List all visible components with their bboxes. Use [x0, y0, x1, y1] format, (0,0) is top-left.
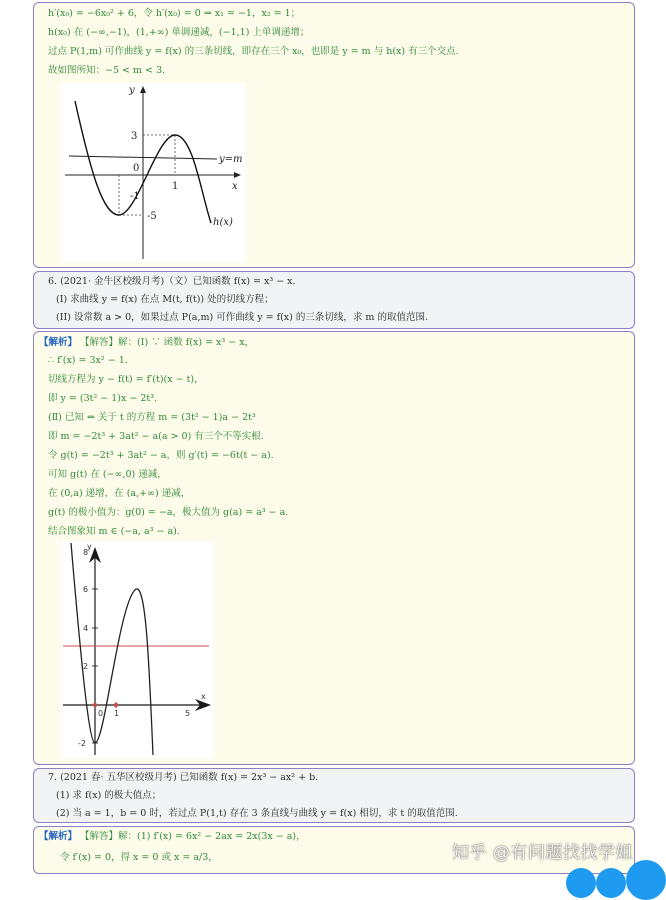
solution-first-line	[39, 830, 306, 843]
x-tick-0: 0	[98, 709, 104, 718]
solution-line: 切线方程为 y − f(t) = f′(t)(x − t)，	[48, 374, 204, 385]
solution-line: (Ⅱ) 已知 ⇔ 关于 t 的方程 m = (3t² − 1)a − 2t³	[48, 412, 256, 423]
origin-label: 0	[133, 163, 140, 174]
tick-label-3: 3	[131, 131, 138, 142]
y-tick-8: 8	[83, 548, 89, 557]
analysis-tag: 【解析】	[39, 831, 78, 842]
y-tick-6: 6	[83, 585, 89, 594]
tick-label-neg5: -5	[147, 211, 157, 222]
problem-line: (2) 当 a = 1，b = 0 时，若过点 P(1,t) 存在 3 条直线与曲线 y = f(x) 相切，求 t 的取值范围.	[56, 808, 458, 819]
solution-line: g(t) 的极小值为：g(0) = −a，极大值为 g(a) = a³ − a.	[48, 507, 289, 518]
answer-intro: 【解答】解：(Ⅰ) ∵ 函数 f(x) = x³ − x，	[80, 337, 255, 348]
function-graph-h	[61, 83, 245, 263]
solution-line: 即 y = (3t² − 1)x − 2t³.	[48, 393, 158, 404]
function-graph-g	[61, 541, 213, 759]
solution-line: ∴ f′(x) = 3x² − 1.	[48, 355, 128, 366]
solution-first-line	[39, 336, 254, 349]
analysis-tag: 【解析】	[39, 337, 78, 348]
problem-line: (II) 设常数 a > 0，如果过点 P(a,m) 可作曲线 y = f(x) 的三条切线，求 m 的取值范围.	[56, 312, 428, 323]
solution-line: 即 m = −2t³ + 3at² − a(a > 0) 有三个不等实根.	[48, 431, 264, 442]
line-label-y-eq-m: y=m	[219, 154, 243, 165]
corner-circle-icon	[566, 868, 596, 898]
solution-box-6	[33, 331, 635, 765]
problem-line: 7. (2021 春· 五华区校级月考) 已知函数 f(x) = 2x³ − ax² + b.	[48, 772, 319, 783]
solution-line: 可知 g(t) 在 (−∞,0) 递减，	[48, 469, 167, 480]
y-tick-neg2: -2	[78, 739, 86, 748]
problem-box-6	[33, 271, 635, 329]
solution-line: h(x₀) 在 (−∞,−1)，(1,+∞) 单调递减，(−1,1) 上单调递增；	[48, 27, 310, 38]
x-tick-1: 1	[114, 709, 120, 718]
solution-line: 故如图所知：−5 < m < 3.	[48, 65, 166, 76]
solution-line: 令 g(t) = −2t³ + 3at² − a，则 g′(t) = −6t(t − a).	[48, 450, 274, 461]
problem-line: (I) 求曲线 y = f(x) 在点 M(t, f(t)) 处的切线方程；	[56, 294, 274, 305]
solution-line: h′(x₀) = −6x₀² + 6，令 h′(x₀) = 0 ⇒ x₁ = −1，x₂ = 1；	[48, 8, 301, 19]
zhihu-watermark: 知乎 @有问题找找学姐	[452, 843, 633, 863]
x-tick-5: 5	[185, 709, 191, 718]
solution-box-5	[33, 2, 635, 268]
y-axis-label: y	[129, 85, 135, 96]
solution-line: 过点 P(1,m) 可作曲线 y = f(x) 的三条切线，即存在三个 x₀，也即是 y = m 与 h(x) 有三个交点.	[48, 46, 459, 57]
answer-intro: 【解答】解：(1) f′(x) = 6x² − 2ax = 2x(3x − a)，	[80, 831, 306, 842]
x-axis-label: x	[201, 692, 206, 701]
y-axis-label: y	[87, 542, 92, 551]
problem-box-7	[33, 768, 635, 823]
corner-circle-icon	[626, 860, 666, 900]
solution-line: 在 (0,a) 递增，在 (a,+∞) 递减，	[48, 488, 191, 499]
tick-label-1: 1	[172, 181, 179, 192]
solution-line: 令 f′(x) = 0，得 x = 0 或 x = a/3，	[60, 852, 218, 863]
y-tick-2: 2	[83, 662, 89, 671]
problem-line: (1) 求 f(x) 的极大值点；	[56, 790, 162, 801]
problem-line: 6. (2021· 金牛区校级月考)（文）已知函数 f(x) = x³ − x.	[48, 276, 296, 287]
corner-circle-icon	[596, 868, 626, 898]
x-axis-label: x	[232, 181, 238, 192]
curve-label-h: h(x)	[213, 217, 233, 228]
tick-label-neg1: -1	[130, 191, 140, 202]
solution-line: 结合图象知 m ∈ (−a, a³ − a).	[48, 526, 180, 537]
y-tick-4: 4	[83, 624, 89, 633]
